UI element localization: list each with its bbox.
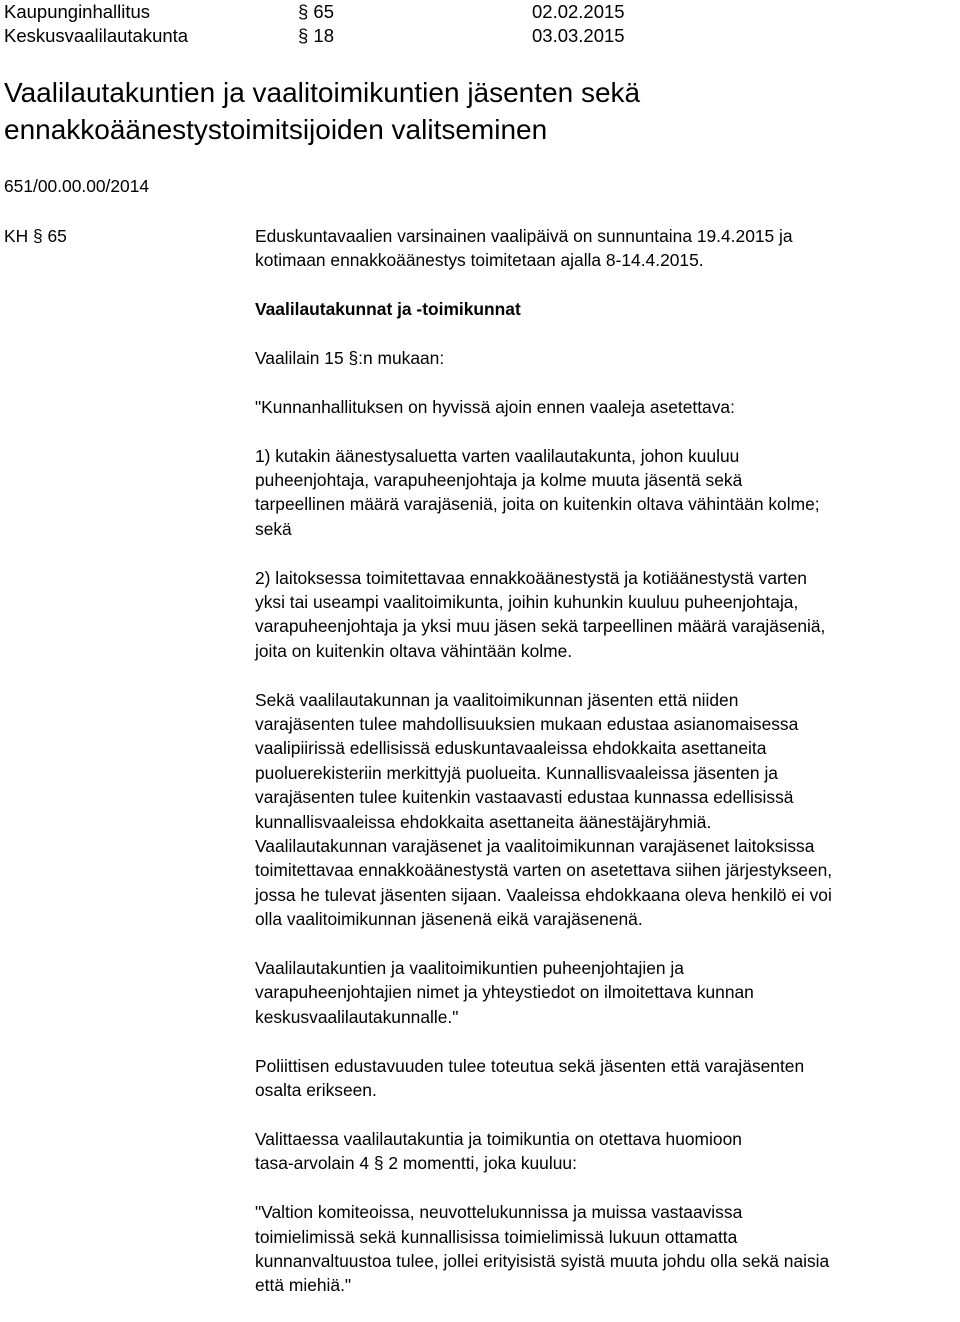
text-line: Sekä vaalilautakunnan ja vaalitoimikunnan jäsenten että niiden <box>255 689 739 710</box>
equality-act-paragraph <box>255 1127 960 1176</box>
diary-number: 651/00.00.00/2014 <box>4 176 150 196</box>
intro-paragraph <box>255 224 960 273</box>
header-body-name: Kaupunginhallitus <box>4 1 151 22</box>
text-line: tasa-arvolain 4 § 2 momentti, joka kuuluu: <box>255 1153 577 1174</box>
text-line: toimitettavaa ennakkoäänestystä varten on asetettava siihen järjestykseen, <box>255 860 833 881</box>
text-line: olla vaalitoimikunnan jäsenenä eikä varajäsenenä. <box>255 909 643 930</box>
header-section-number: § 65 <box>298 1 335 22</box>
text-line: "Kunnanhallituksen on hyvissä ajoin ennen vaaleja asetettava: <box>255 396 735 417</box>
text-line: varajäsenten tulee kuitenkin vastaavasti edustaa kunnassa edellisissä <box>255 787 794 808</box>
text-line: Vaalilain 15 §:n mukaan: <box>255 348 445 368</box>
header-date: 03.03.2015 <box>532 25 625 46</box>
text-line: varajäsenten tulee mahdollisuuksien mukaan edustaa asianomaisessa <box>255 714 799 735</box>
body-text <box>255 224 960 1322</box>
text-line: jossa he tulevat jäsenten sijaan. Vaaleissa ehdokkaana oleva henkilö ei voi <box>255 884 832 905</box>
document-title <box>4 74 944 148</box>
header-date: 02.02.2015 <box>532 1 625 22</box>
text-line: sekä <box>255 518 292 539</box>
header-body-name: Keskusvaalilautakunta <box>4 25 189 46</box>
kh-section-label: KH § 65 <box>4 226 67 246</box>
text-line: 2) laitoksessa toimitettavaa ennakkoäänestystä ja kotiäänestystä varten <box>255 567 807 588</box>
text-line: Valittaessa vaalilautakuntia ja toimikuntia on otettava huomioon <box>255 1128 742 1149</box>
text-line: osalta erikseen. <box>255 1080 377 1101</box>
text-line: kunnanvaltuustoa tulee, jollei erityisistä syistä muuta johdu olla sekä naisia <box>255 1250 830 1271</box>
text-line: yksi tai useampi vaalitoimikunta, joihin kuhunkin kuuluu puheenjohtaja, <box>255 592 799 613</box>
law-reference-paragraph <box>255 346 960 370</box>
text-line: 1) kutakin äänestysaluetta varten vaalilautakunta, johon kuuluu <box>255 445 740 466</box>
text-line: puheenjohtaja, varapuheenjohtaja ja kolme muuta jäsentä sekä <box>255 470 743 490</box>
text-line: toimielimissä sekä kunnallisissa toimielimissä lukuun ottamatta <box>255 1226 738 1247</box>
text-line: "Valtion komiteoissa, neuvottelukunnissa ja muissa vastaavissa <box>255 1202 743 1223</box>
text-line: keskusvaalilautakunnalle." <box>255 1006 459 1027</box>
header-section-number: § 18 <box>298 25 335 46</box>
text-line: Vaalilautakunnan varajäsenet ja vaalitoimikunnan varajäsenet laitoksissa <box>255 836 815 857</box>
text-line: kunnallisvaaleissa ehdokkaita asettaneita äänestäjäryhmiä. <box>255 811 712 832</box>
text-line: Eduskuntavaalien varsinainen vaalipäivä on sunnuntaina 19.4.2015 ja <box>255 226 793 246</box>
quote-start-paragraph <box>255 395 960 419</box>
list-item-2-paragraph <box>255 566 960 664</box>
title-line: Vaalilautakuntien ja vaalitoimikuntien jäsenten sekä <box>4 77 641 108</box>
text-line: varapuheenjohtaja ja yksi muu jäsen sekä tarpeellinen määrä varajäseniä, <box>255 616 826 637</box>
title-line: ennakkoäänestystoimitsijoiden valitseminen <box>4 114 548 145</box>
political-representation-paragraph <box>255 1054 960 1103</box>
members-paragraph <box>255 688 960 932</box>
equality-quote-paragraph <box>255 1200 960 1298</box>
section-heading: Vaalilautakunnat ja -toimikunnat <box>255 299 521 320</box>
text-line: joita on kuitenkin oltava vähintään kolme. <box>255 640 573 661</box>
list-item-1-paragraph <box>255 444 960 542</box>
text-line: että miehiä." <box>255 1275 352 1296</box>
notification-paragraph <box>255 956 960 1029</box>
text-line: Poliittisen edustavuuden tulee toteutua sekä jäsenten että varajäsenten <box>255 1055 805 1076</box>
text-line: tarpeellinen määrä varajäseniä, joita on kuitenkin oltava vähintään kolme; <box>255 494 820 515</box>
text-line: Vaalilautakuntien ja vaalitoimikuntien puheenjohtajien ja <box>255 958 684 979</box>
text-line: puoluerekisteriin merkittyjä puolueita. Kunnallisvaaleissa jäsenten ja <box>255 762 778 783</box>
text-line: vaalipiirissä edellisissä eduskuntavaaleissa ehdokkaita asettaneita <box>255 738 767 759</box>
text-line: varapuheenjohtajien nimet ja yhteystiedot on ilmoitettava kunnan <box>255 982 754 1003</box>
text-line: kotimaan ennakkoäänestys toimitetaan ajalla 8-14.4.2015. <box>255 250 704 271</box>
